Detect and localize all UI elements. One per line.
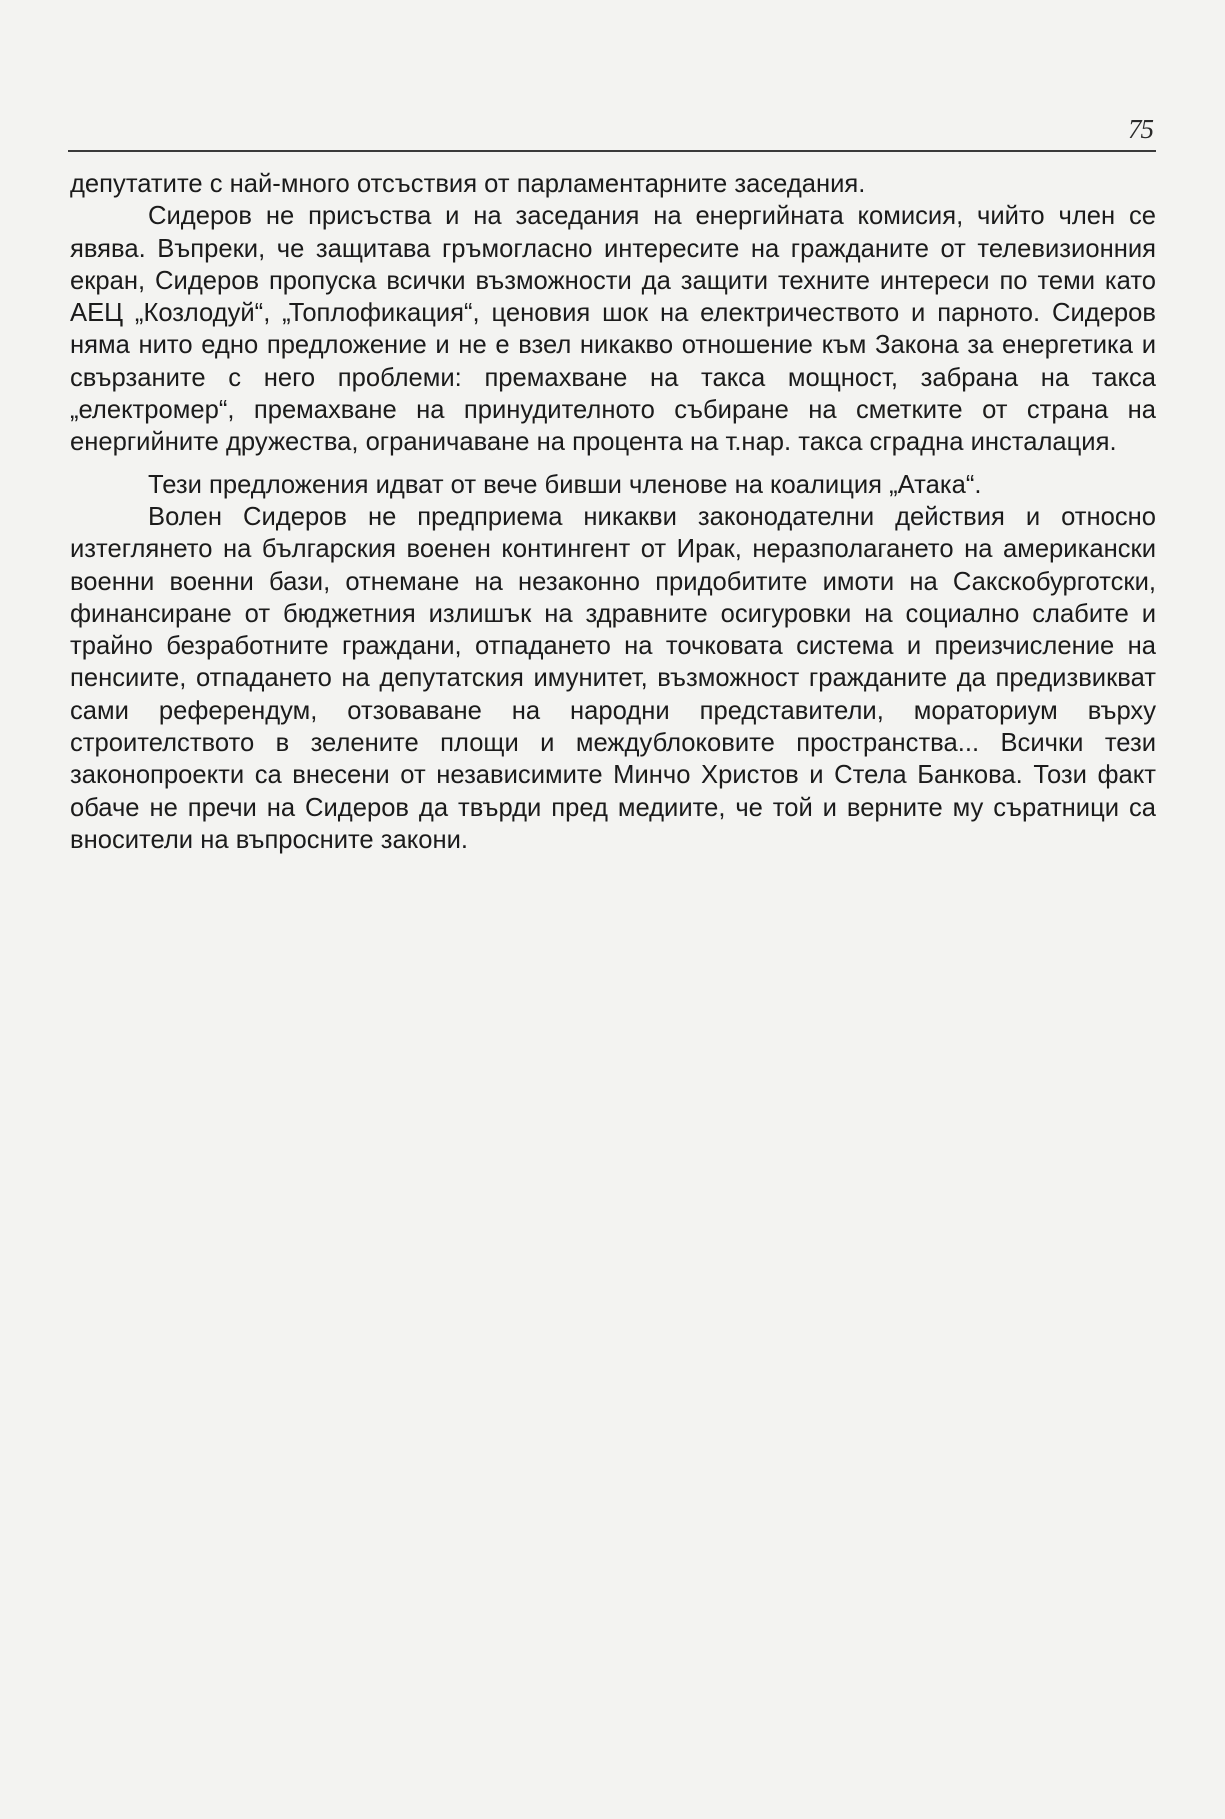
paragraph-4: Волен Сидеров не предприема никакви законодателни действия и относно изтеглянето на българския военен контингент от Ирак, неразполагането на американски военни военни бази, отнемане на незаконно придобитите имоти на Сакскобурготски, финансиране от бюджетния излишък на здравните осигуровки на социално слабите и трайно безработните граждани, отпадането на точковата система и преизчисление на пенсиите, отпадането на депутатския имунитет, възможност гражданите да предизвикват сами референдум, отзоваване на народни представители, мораториум върху строителството в зелените площи и междублоковите пространства... Всички тези законопроекти са внесени от независимите Минчо Христов и Стела Банкова. Този факт обаче не пречи на Сидеров да твърди пред медиите, че той и верните му съратници са вносители на въпросните закони. — [70, 502, 1156, 854]
header-rule — [68, 150, 1156, 152]
page-number: 75 — [1128, 114, 1153, 144]
body-text — [70, 168, 1156, 856]
paragraph-2: Сидеров не присъства и на заседания на енергийната комисия, чийто член се явява. Въпреки, че защитава гръмогласно интересите на гражданите от телевизионния екран, Сидеров пропуска всички възможности да защити техните интереси по теми като АЕЦ „Козлодуй“, „Топлофикация“, ценовия шок на електричеството и парното. Сидеров няма нито едно предложение и не е взел никакво отношение към Закона за енергетика и свързаните с него проблеми: премахване на такса мощност, забрана на такса „електромер“, премахване на принудителното събиране на сметките от страна на енергийните дружества, ограничаване на процента на т.нар. такса сградна инсталация. — [70, 202, 1156, 457]
paragraph-3: Тези предложения идват от вече бивши членове на коалиция „Атака“. — [148, 470, 982, 499]
paragraph-1: депутатите с най-много отсъствия от парламентарните заседания. — [70, 170, 866, 198]
